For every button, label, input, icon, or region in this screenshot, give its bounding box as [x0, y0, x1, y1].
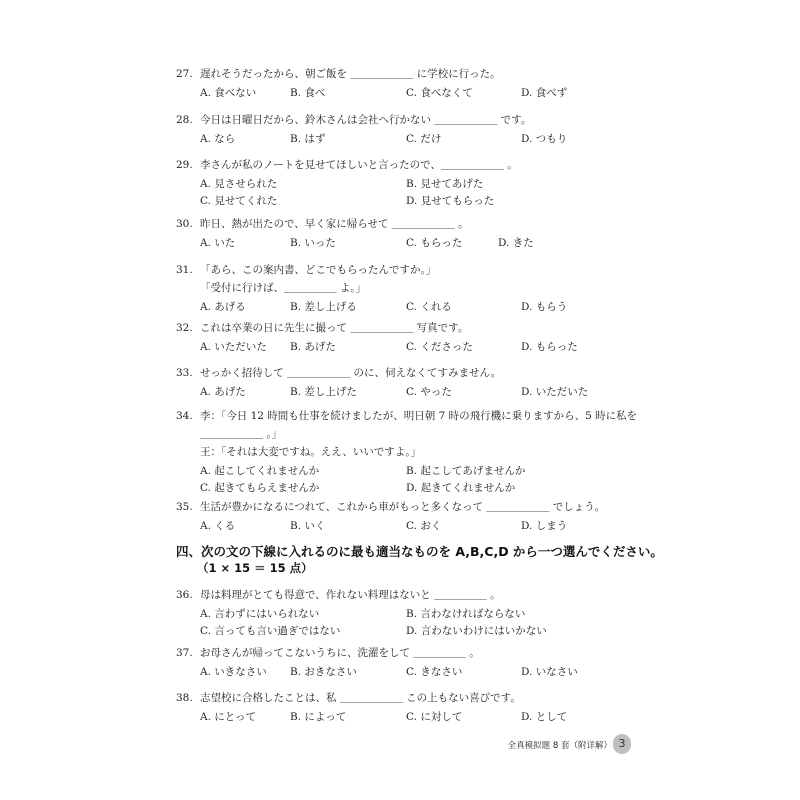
question-stem: 李さんが私のノートを見せてほしいと言ったので、＿＿＿＿＿＿ 。 [200, 159, 518, 171]
question-number: 32. [176, 322, 193, 334]
option-a[interactable]: A. いただいた [200, 341, 267, 353]
question-number: 28. [176, 114, 193, 126]
option-d[interactable]: D. 言わないわけにはいかない [406, 625, 547, 637]
question-number: 37. [176, 647, 193, 659]
question-number: 35. [176, 501, 193, 513]
option-a[interactable]: A. 食べない [200, 87, 257, 99]
option-b[interactable]: B. いった [290, 237, 336, 249]
option-d[interactable]: D. 起きてくれませんか [406, 482, 516, 494]
option-c[interactable]: C. 起きてもらえませんか [200, 482, 320, 494]
option-a[interactable]: A. いた [200, 237, 236, 249]
option-b[interactable]: B. 見せてあげた [406, 178, 484, 190]
question-stem: 李：「今日 12 時間も仕事を続けましたが、明日朝 7 時の飛行機に乗りますから、5 時に私を [200, 410, 638, 422]
question-36 [176, 587, 636, 639]
option-d[interactable]: D. いなさい [521, 666, 578, 678]
question-28 [176, 112, 636, 147]
question-31 [176, 262, 636, 315]
option-d[interactable]: D. もらう [521, 301, 568, 313]
question-number: 27. [176, 68, 193, 80]
option-c[interactable]: C. 見せてくれた [200, 195, 278, 207]
option-d[interactable]: D. しまう [521, 520, 568, 532]
page-number-badge: 3 [613, 734, 631, 754]
question-29 [176, 157, 636, 209]
question-32 [176, 320, 636, 355]
option-c[interactable]: C. だけ [406, 133, 442, 145]
option-c[interactable]: C. 言っても言い過ぎではない [200, 625, 341, 637]
question-stem-line-2: ＿＿＿＿＿＿ 。」 [200, 428, 283, 440]
question-37 [176, 645, 636, 680]
question-stem: 志望校に合格したことは、私 ＿＿＿＿＿＿ この上もない喜びです。 [200, 692, 521, 704]
question-34 [176, 408, 636, 496]
option-a[interactable]: A. いきなさい [200, 666, 267, 678]
question-number: 30. [176, 218, 193, 230]
question-stem: お母さんが帰ってこないうちに、洗濯をして ＿＿＿＿＿ 。 [200, 647, 480, 659]
option-b[interactable]: B. 起こしてあげませんか [406, 465, 526, 477]
option-c[interactable]: C. くれる [406, 301, 452, 313]
option-d[interactable]: D. として [521, 711, 568, 723]
option-b[interactable]: B. 差し上げる [290, 301, 357, 313]
option-c[interactable]: C. もらった [406, 237, 463, 249]
question-38 [176, 690, 636, 725]
section-heading: 四、次の文の下線に入れるのに最も適当なものを A,B,C,D から一つ選んでください。 [176, 544, 663, 559]
option-a[interactable]: A. くる [200, 520, 236, 532]
question-stem: 「あら、この案内書、どこでもらったんですか。」 [200, 264, 437, 276]
option-b[interactable]: B. 言わなければならない [406, 608, 526, 620]
option-c[interactable]: C. おく [406, 520, 442, 532]
book-title-footer: 全真模拟题 8 套（附详解） [507, 741, 612, 751]
option-c[interactable]: C. に対して [406, 711, 463, 723]
question-33 [176, 365, 636, 400]
question-number: 36. [176, 589, 193, 601]
option-a[interactable]: A. なら [200, 133, 236, 145]
option-d[interactable]: D. きた [498, 237, 534, 249]
option-b[interactable]: B. おきなさい [290, 666, 357, 678]
question-stem: 母は料理がとても得意で、作れない料理はないと ＿＿＿＿＿ 。 [200, 589, 501, 601]
question-stem: せっかく招待して ＿＿＿＿＿＿ のに、伺えなくてすみません。 [200, 367, 502, 379]
question-number: 34. [176, 410, 193, 422]
question-stem: 昨日、熱が出たので、早く家に帰らせて ＿＿＿＿＿＿ 。 [200, 218, 469, 230]
option-d[interactable]: D. つもり [521, 133, 568, 145]
question-number: 29. [176, 159, 193, 171]
question-27 [176, 66, 636, 101]
option-a[interactable]: A. 言わずにはいられない [200, 608, 320, 620]
question-number: 31. [176, 264, 193, 276]
option-c[interactable]: C. やった [406, 386, 452, 398]
option-d[interactable]: D. 見せてもらった [406, 195, 495, 207]
option-b[interactable]: B. 食べ [290, 87, 326, 99]
option-d[interactable]: D. もらった [521, 341, 578, 353]
option-a[interactable]: A. あげた [200, 386, 246, 398]
section-score: （1 × 15 ＝ 15 点） [197, 561, 313, 575]
option-b[interactable]: B. によって [290, 711, 347, 723]
option-b[interactable]: B. 差し上げた [290, 386, 357, 398]
option-d[interactable]: D. いただいた [521, 386, 589, 398]
option-b[interactable]: B. あげた [290, 341, 336, 353]
option-a[interactable]: A. にとって [200, 711, 257, 723]
question-number: 38. [176, 692, 193, 704]
option-a[interactable]: A. 見させられた [200, 178, 278, 190]
question-stem: これは卒業の日に先生に撮って ＿＿＿＿＿＿ 写真です。 [200, 322, 469, 334]
option-b[interactable]: B. はず [290, 133, 326, 145]
question-stem: 生活が豊かになるにつれて、これから車がもっと多くなって ＿＿＿＿＿＿ でしょう。 [200, 501, 606, 513]
option-c[interactable]: C. くださった [406, 341, 473, 353]
option-a[interactable]: A. あげる [200, 301, 246, 313]
question-stem-line-3: 王：「それは大変ですね。ええ、いいですよ。」 [200, 446, 422, 458]
question-30 [176, 216, 636, 251]
option-d[interactable]: D. 食べず [521, 87, 568, 99]
option-c[interactable]: C. きなさい [406, 666, 463, 678]
question-stem-line-2: 「受付に行けば、＿＿＿＿＿ よ。」 [200, 282, 367, 294]
question-stem: 遅れそうだったから、朝ご飯を ＿＿＿＿＿＿ に学校に行った。 [200, 68, 501, 80]
option-a[interactable]: A. 起こしてくれませんか [200, 465, 320, 477]
option-b[interactable]: B. いく [290, 520, 326, 532]
question-number: 33. [176, 367, 193, 379]
question-stem: 今日は日曜日だから、鈴木さんは会社へ行かない ＿＿＿＿＿＿ です。 [200, 114, 532, 126]
question-35 [176, 499, 636, 534]
option-c[interactable]: C. 食べなくて [406, 87, 473, 99]
